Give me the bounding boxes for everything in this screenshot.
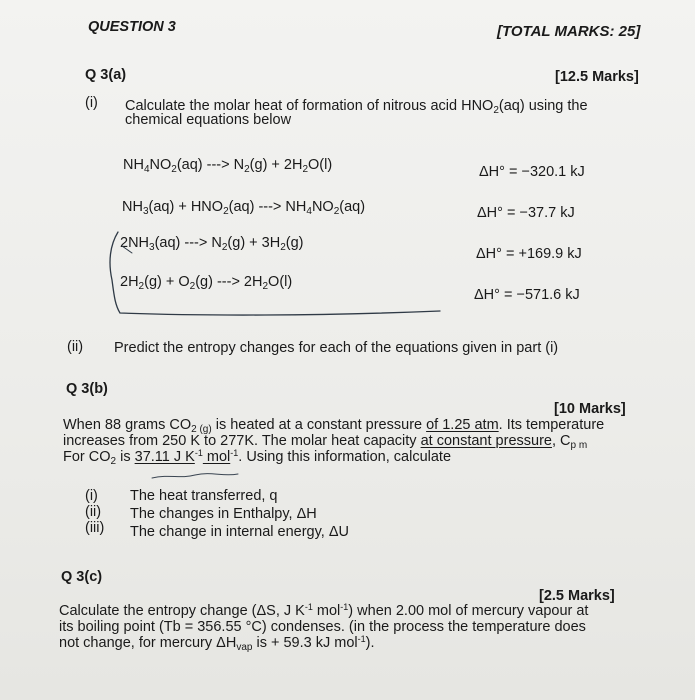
part-a-i-line2: chemical equations below	[125, 112, 292, 128]
part-b-item-3-number: (iii)	[85, 520, 105, 536]
part-b-item-2-text: The changes in Enthalpy, ΔH	[130, 506, 317, 522]
question-title: QUESTION 3	[88, 19, 176, 35]
equation-3-enthalpy: ΔH° = +169.9 kJ	[476, 246, 582, 262]
part-c-line3: not change, for mercury $\Delta H_{vap}$ is + 59.3 kJ mol$^{-1}$).	[59, 634, 375, 653]
part-a-marks: [12.5 Marks]	[555, 69, 639, 85]
part-b-item-3-text: The change in internal energy, ΔU	[130, 524, 349, 540]
part-b-marks: [10 Marks]	[554, 401, 626, 417]
part-b-label: Q 3(b)	[66, 381, 108, 397]
part-b-item-1-number: (i)	[85, 488, 98, 504]
part-c-label: Q 3(c)	[61, 569, 103, 585]
equation-2: $NH_3(aq) + HNO_2(aq)$ ---> $NH_4NO_2(aq)$	[122, 199, 366, 217]
equation-4: $2H_2(g) + O_2(g)$ ---> $2H_2O(l)$	[120, 274, 293, 292]
part-b-line3: For $CO_2$ is 37.11 J $K^{-1}$ mol$^{-1}$. Using this information, calculate	[63, 448, 452, 467]
part-a-ii-text: Predict the entropy changes for each of the equations given in part (i)	[114, 340, 559, 356]
part-a-label: Q 3(a)	[85, 67, 127, 83]
part-a-ii-number: (ii)	[67, 339, 84, 355]
part-b-item-1-text: The heat transferred, q	[130, 488, 278, 504]
part-b-item-2-number: (ii)	[85, 504, 102, 520]
equation-3: $2NH_3(aq)$ ---> $N_2(g) + 3H_2(g)$	[120, 235, 304, 253]
part-c-line1: Calculate the entropy change (ΔS, J $K^{-1}$ mol$^{-1}$) when 2.00 mol of mercury vapour at	[59, 602, 589, 619]
part-b-line1: When 88 grams $CO_{2 (g)}$ is heated at a constant pressure of 1.25 atm. Its temperature	[63, 417, 605, 435]
part-b-line2: increases from 250 K to 277K. The molar heat capacity at constant pressure, $C_{p m}$	[63, 433, 588, 451]
part-c-line2: its boiling point (Tb = 356.55 °C) condenses. (in the process the temperature does	[59, 619, 586, 635]
part-a-i-line1: Calculate the molar heat of formation of nitrous acid $HNO_2(aq)$ using the	[125, 98, 588, 116]
equation-4-enthalpy: ΔH° = −571.6 kJ	[474, 287, 580, 303]
total-marks: [TOTAL MARKS: 25]	[497, 23, 641, 40]
equation-2-enthalpy: ΔH° = −37.7 kJ	[477, 205, 575, 221]
part-c-marks: [2.5 Marks]	[539, 588, 615, 604]
equation-1: $NH_4NO_2(aq)$ ---> $N_2(g) + 2H_2O(l)$	[123, 157, 333, 175]
equation-1-enthalpy: ΔH° = −320.1 kJ	[479, 164, 585, 180]
part-a-i-number: (i)	[85, 95, 98, 111]
